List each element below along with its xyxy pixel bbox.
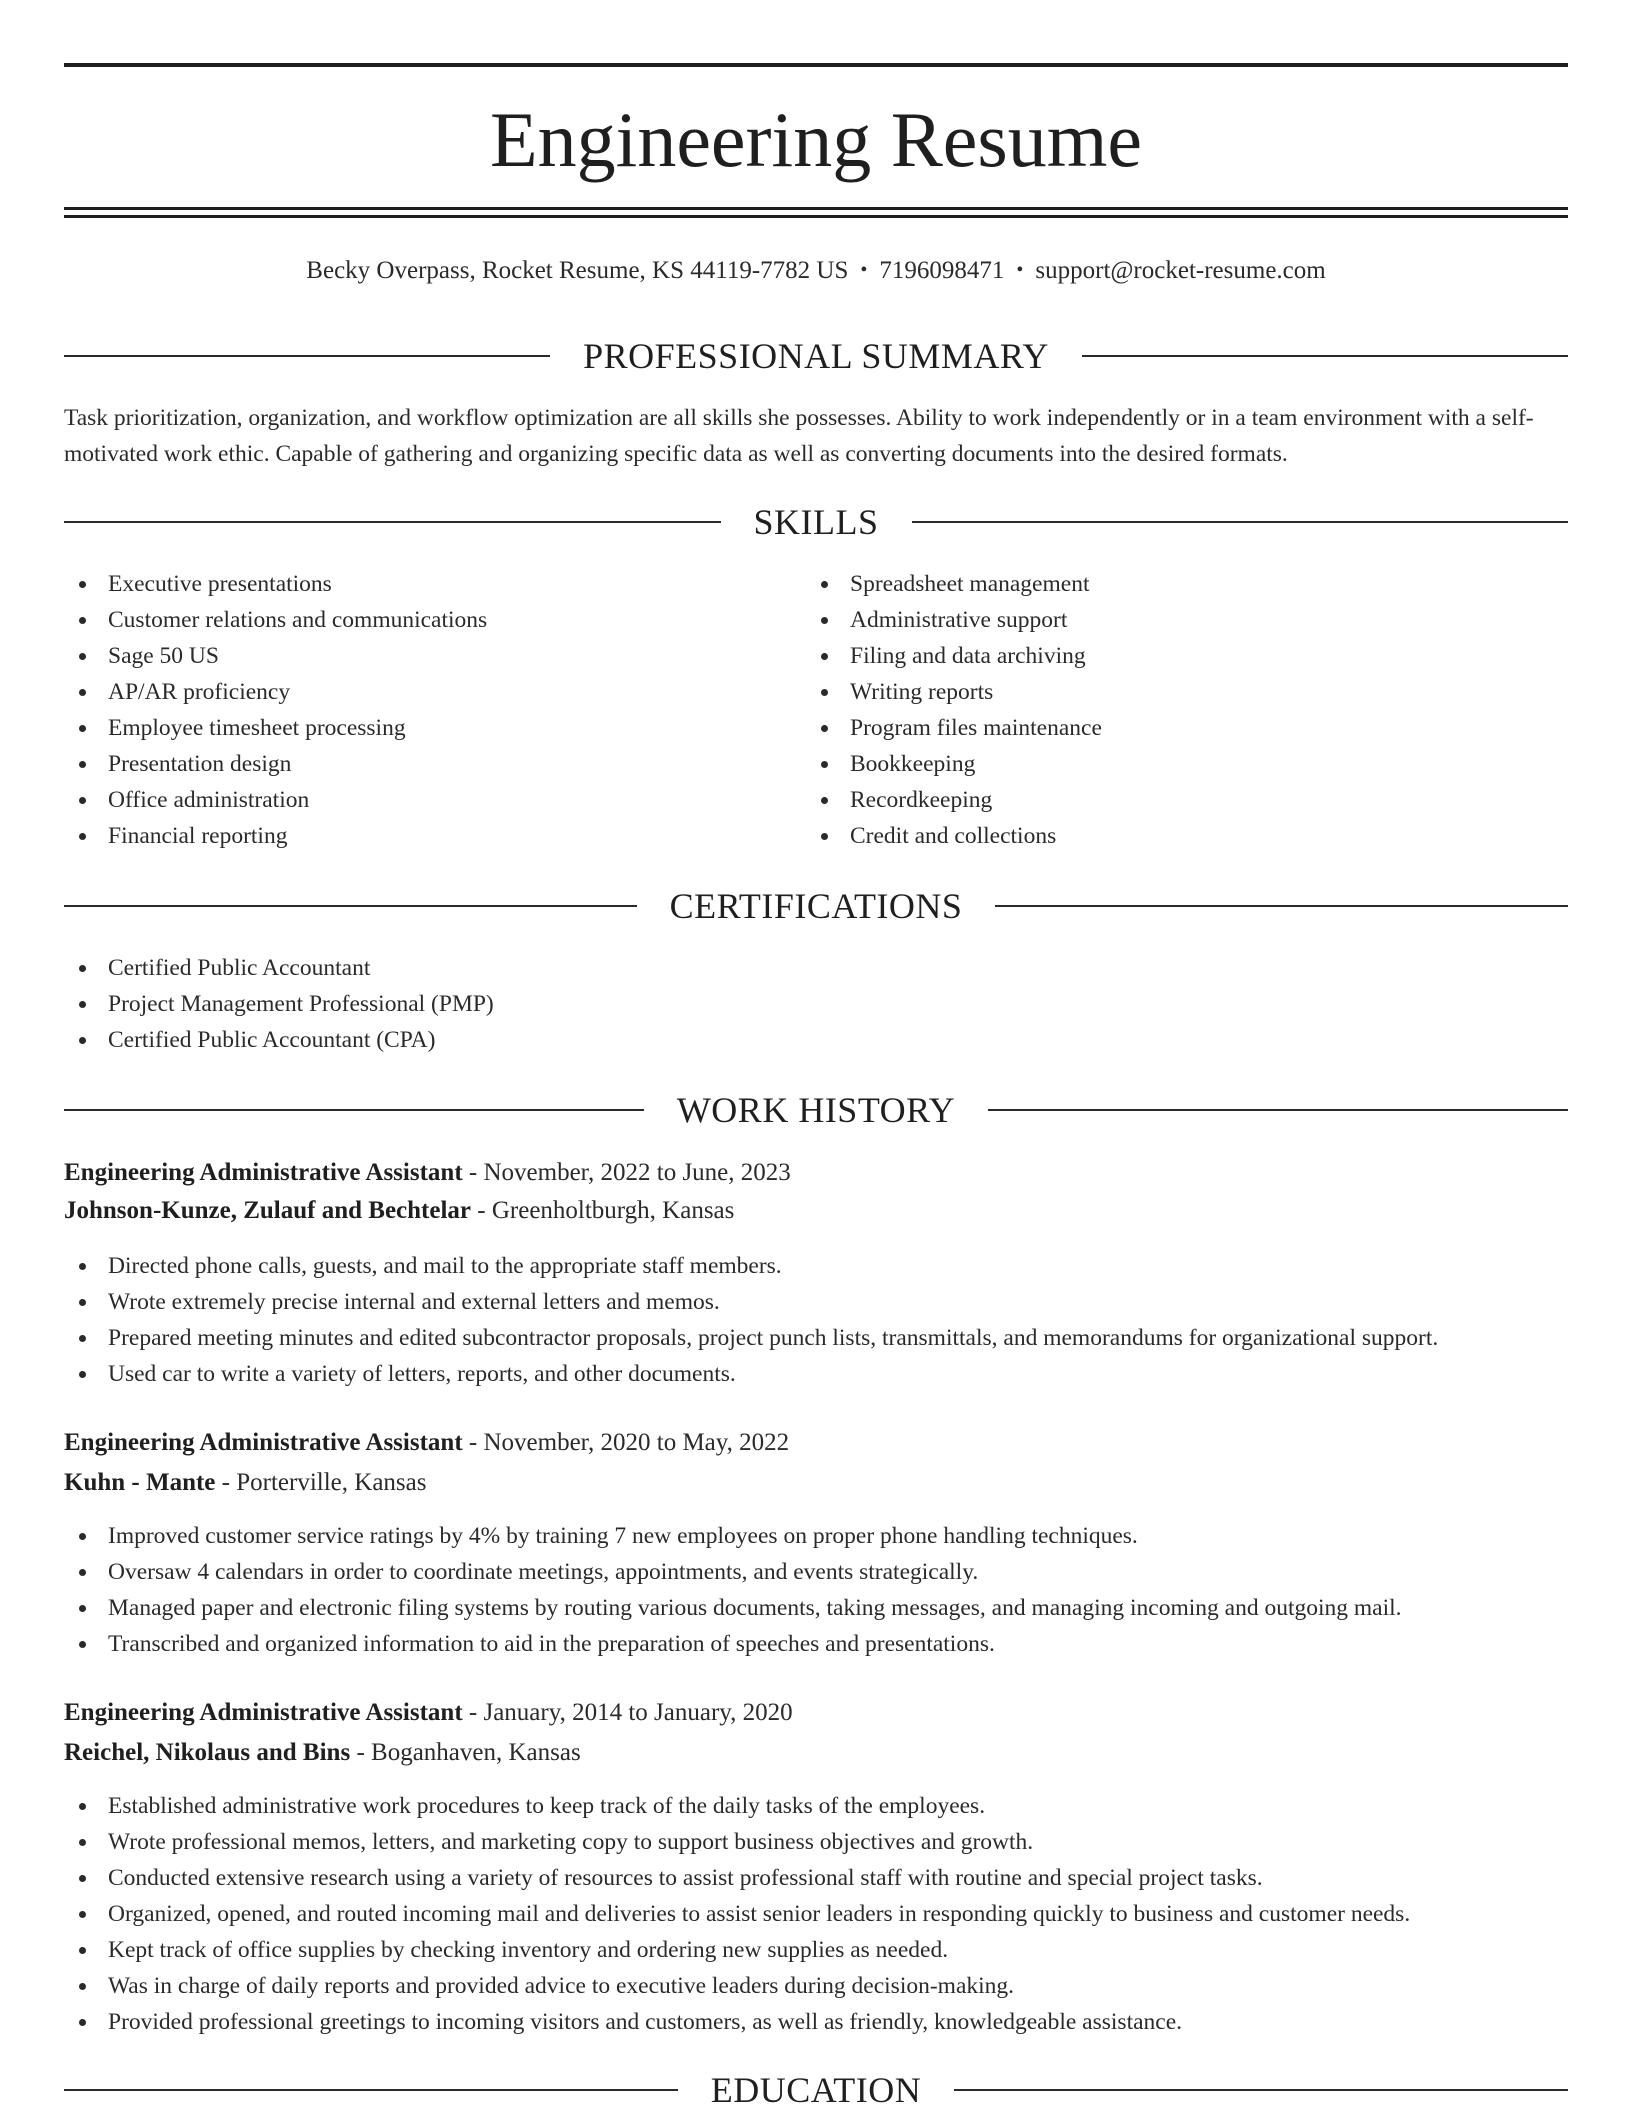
skill-item: Financial reporting	[64, 818, 764, 854]
skill-item: Administrative support	[806, 602, 1566, 638]
job-location: - Porterville, Kansas	[215, 1469, 427, 1496]
title-rule-lower	[64, 215, 1568, 218]
section-title: PROFESSIONAL SUMMARY	[583, 336, 1049, 376]
skill-item: Presentation design	[64, 746, 764, 782]
contact-separator: •	[860, 259, 868, 281]
divider-line	[64, 521, 721, 523]
divider-line	[912, 521, 1569, 523]
certification-item: Certified Public Accountant	[64, 950, 1568, 986]
job-title: Engineering Administrative Assistant	[64, 1429, 463, 1456]
job-company-line	[64, 1734, 1568, 1772]
job-title-line	[64, 1424, 1568, 1462]
job-location: - Greenholtburgh, Kansas	[471, 1197, 735, 1224]
job-company: Johnson-Kunze, Zulauf and Bechtelar	[64, 1197, 472, 1224]
skills-list-left	[64, 566, 764, 854]
section-title: CERTIFICATIONS	[669, 886, 963, 926]
skills-list-right	[806, 566, 1566, 854]
title-rule-upper	[64, 207, 1568, 210]
section-header-work-history	[64, 1088, 1568, 1132]
job-dates: - January, 2014 to January, 2020	[462, 1699, 793, 1726]
job-bullets	[64, 1518, 1568, 1662]
job-company: Kuhn - Mante	[64, 1469, 216, 1496]
contact-phone: 7196098471	[879, 257, 1005, 284]
skill-item: Employee timesheet processing	[64, 710, 764, 746]
job-bullet: Improved customer service ratings by 4% by training 7 new employees on proper phone handling techniques.	[64, 1518, 1568, 1554]
divider-line	[1082, 355, 1568, 357]
page-title: Engineering Resume	[490, 96, 1142, 183]
job-bullet: Transcribed and organized information to aid in the preparation of speeches and presentations.	[64, 1626, 1568, 1662]
job-bullets	[64, 1248, 1568, 1392]
job-bullet: Was in charge of daily reports and provided advice to executive leaders during decision-making.	[64, 1968, 1568, 2004]
job-dates: - November, 2020 to May, 2022	[462, 1429, 790, 1456]
divider-line	[988, 1109, 1568, 1111]
contact-separator: •	[1016, 259, 1024, 281]
section-header-summary	[64, 334, 1568, 378]
skill-item: Recordkeeping	[806, 782, 1566, 818]
job-company: Reichel, Nikolaus and Bins	[64, 1739, 351, 1766]
job-bullet: Kept track of office supplies by checking inventory and ordering new supplies as needed.	[64, 1932, 1568, 1968]
job-dates: - November, 2022 to June, 2023	[462, 1159, 791, 1186]
divider-line	[64, 905, 637, 907]
job-location: - Boganhaven, Kansas	[350, 1739, 581, 1766]
contact-email: support@rocket-resume.com	[1035, 257, 1326, 284]
skill-item: Executive presentations	[64, 566, 764, 602]
section-title: WORK HISTORY	[676, 1090, 956, 1130]
certification-item: Certified Public Accountant (CPA)	[64, 1022, 1568, 1058]
job-bullet: Prepared meeting minutes and edited subcontractor proposals, project punch lists, transmittals, and memorandums for organizational support.	[64, 1320, 1568, 1356]
divider-line	[64, 1109, 644, 1111]
job-bullet: Directed phone calls, guests, and mail to the appropriate staff members.	[64, 1248, 1568, 1284]
skill-item: Spreadsheet management	[806, 566, 1566, 602]
contact-line	[64, 254, 1568, 287]
divider-line	[995, 905, 1568, 907]
skill-item: Program files maintenance	[806, 710, 1566, 746]
job-company-line	[64, 1192, 1568, 1230]
job-company-line	[64, 1464, 1568, 1502]
skill-item: Customer relations and communications	[64, 602, 764, 638]
job-bullet: Wrote professional memos, letters, and marketing copy to support business objectives and growth.	[64, 1824, 1568, 1860]
job-bullet: Wrote extremely precise internal and external letters and memos.	[64, 1284, 1568, 1320]
section-title: SKILLS	[753, 502, 879, 542]
divider-line	[64, 2089, 678, 2091]
job-bullet: Used car to write a variety of letters, reports, and other documents.	[64, 1356, 1568, 1392]
job-bullet: Provided professional greetings to incoming visitors and customers, as well as friendly, knowledgeable assistance.	[64, 2004, 1568, 2040]
contact-address: Becky Overpass, Rocket Resume, KS 44119-7782 US	[306, 257, 849, 284]
skill-item: Office administration	[64, 782, 764, 818]
section-title: EDUCATION	[710, 2070, 922, 2110]
job-title: Engineering Administrative Assistant	[64, 1159, 463, 1186]
job-title: Engineering Administrative Assistant	[64, 1699, 463, 1726]
job-bullet: Organized, opened, and routed incoming mail and deliveries to assist senior leaders in responding quickly to business and customer needs.	[64, 1896, 1568, 1932]
skill-item: Filing and data archiving	[806, 638, 1566, 674]
section-header-certifications	[64, 884, 1568, 928]
skill-item: Sage 50 US	[64, 638, 764, 674]
skill-item: Credit and collections	[806, 818, 1566, 854]
job-bullet: Oversaw 4 calendars in order to coordinate meetings, appointments, and events strategically.	[64, 1554, 1568, 1590]
job-bullet: Managed paper and electronic filing systems by routing various documents, taking messages, and managing incoming and outgoing mail.	[64, 1590, 1568, 1626]
job-title-line	[64, 1694, 1568, 1732]
top-rule	[64, 63, 1568, 67]
job-bullets	[64, 1788, 1568, 2040]
section-header-skills	[64, 500, 1568, 544]
summary-text: Task prioritization, organization, and workflow optimization are all skills she possesses. Ability to work independently or in a team environment with a self-motivated work ethic. Capable of gathering and organizing specific data as well as converting documents into the desired formats.	[64, 405, 1534, 467]
skill-item: AP/AR proficiency	[64, 674, 764, 710]
skill-item: Writing reports	[806, 674, 1566, 710]
job-bullet: Established administrative work procedures to keep track of the daily tasks of the employees.	[64, 1788, 1568, 1824]
job-bullet: Conducted extensive research using a variety of resources to assist professional staff with routine and special project tasks.	[64, 1860, 1568, 1896]
certifications-list	[64, 950, 1568, 1058]
skill-item: Bookkeeping	[806, 746, 1566, 782]
job-title-line	[64, 1154, 1568, 1192]
section-header-education	[64, 2068, 1568, 2112]
certification-item: Project Management Professional (PMP)	[64, 986, 1568, 1022]
divider-line	[64, 355, 550, 357]
divider-line	[954, 2089, 1568, 2091]
